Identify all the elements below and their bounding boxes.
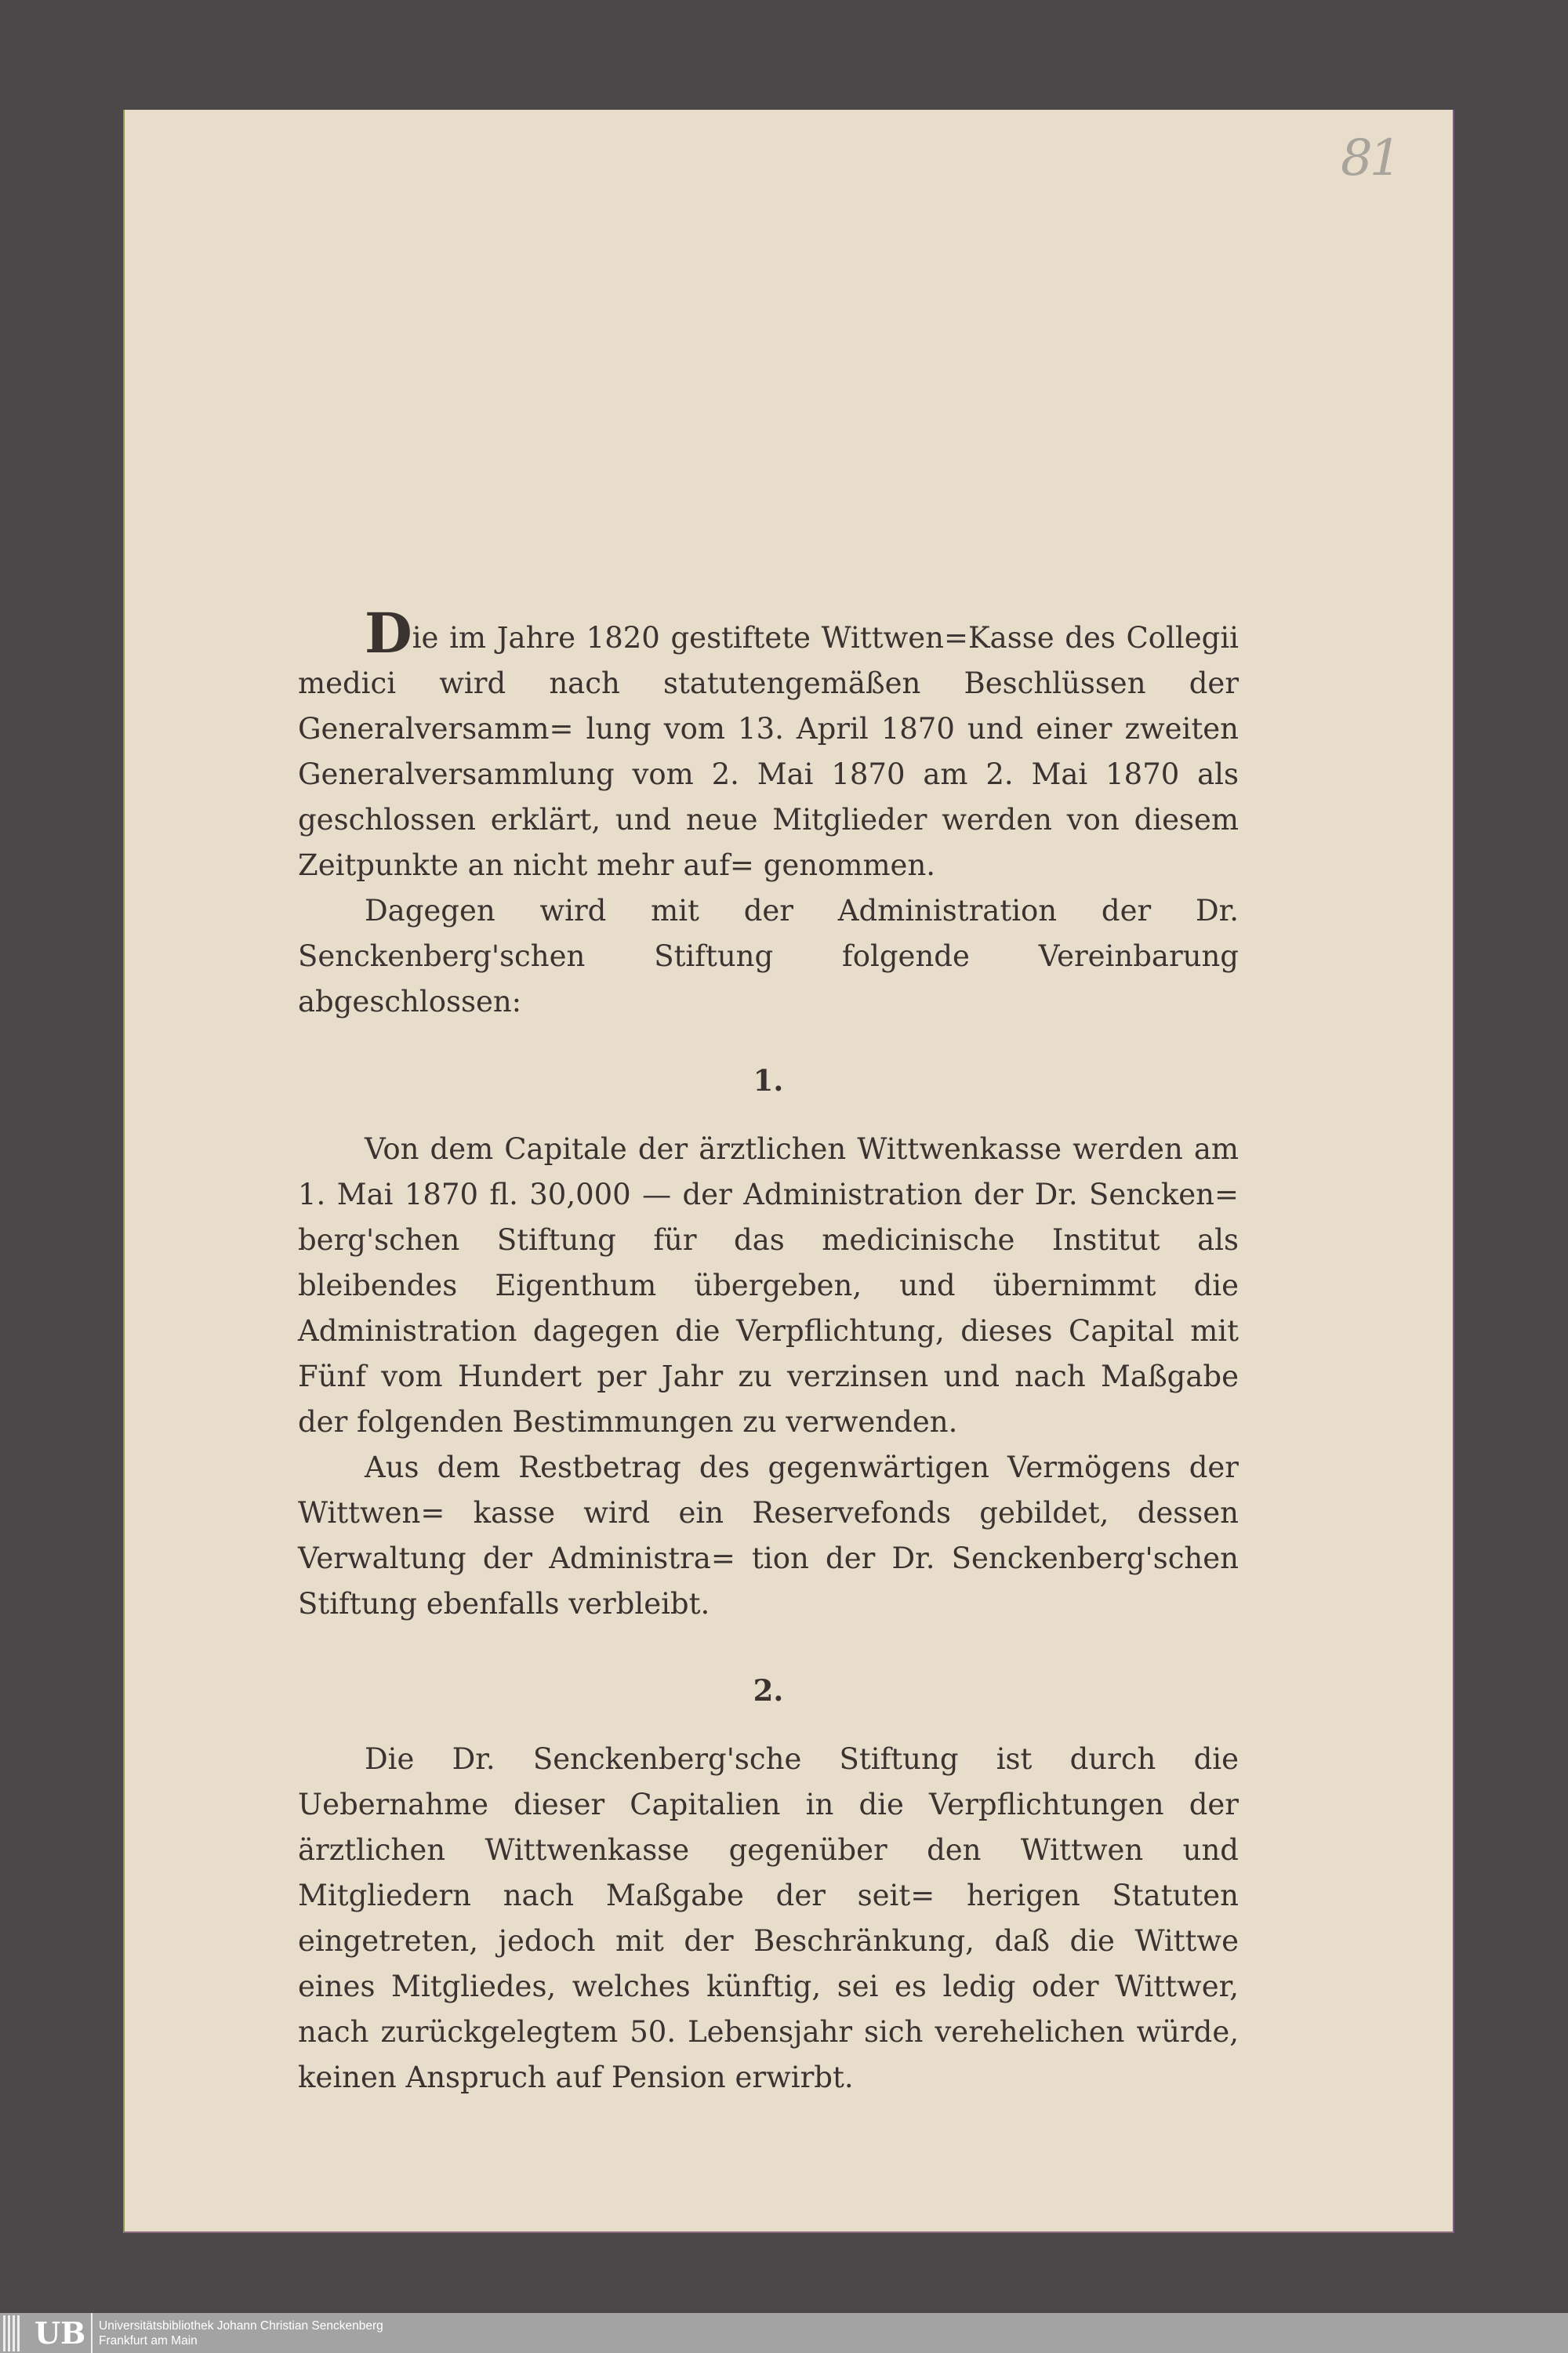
library-name-line1: Universitätsbibliothek Johann Christian Senckenberg <box>99 2319 383 2333</box>
intro-paragraph-1 <box>298 601 1239 888</box>
intro-paragraph-2: Dagegen wird mit der Administration der Dr. Senckenberg'schen Stiftung folgende Vereinbarung abgeschlossen: <box>298 894 1239 1019</box>
ub-logo <box>3 2313 93 2353</box>
intro-text: ie im Jahre 1820 gestiftete Wittwen=Kasse des Collegii medici wird nach statutengemäßen Beschlüssen der Generalversamm= lung vom 13. April 1870 und einer zweiten Generalversammlung vom 2. Mai 1870 am 2. Mai 1870 als geschlossen erklärt, und neue Mitglieder werden von diesem Zeitpunkte an nicht mehr auf= genommen. <box>298 621 1239 882</box>
folio-pencil-note: 81 <box>1341 129 1399 187</box>
section-1-paragraph-2: Aus dem Restbetrag des gegenwärtigen Vermögens der Wittwen= kasse wird ein Reservefonds gebildet, dessen Verwaltung der Administra= tion der Dr. Senckenberg'schen Stiftung ebenfalls verbleibt. <box>298 1451 1239 1621</box>
senckenberg-portrait-icon <box>3 2315 31 2351</box>
library-footer-bar <box>0 2313 1568 2353</box>
drop-cap: D <box>365 601 412 666</box>
section-number-1: 1. <box>753 1063 784 1098</box>
library-name-line2: Frankfurt am Main <box>99 2333 198 2348</box>
section-number-2: 2. <box>753 1673 784 1708</box>
section-1-paragraph-1: Von dem Capitale der ärztlichen Wittwenkasse werden am 1. Mai 1870 fl. 30,000 — der Administration der Dr. Sencken= berg'schen Stiftung für das medicinische Institut als bleibendes Eigenthum übergeben, und übernimmt die Administration dagegen die Verpflichtung, dieses Capital mit Fünf vom Hundert per Jahr zu verzinsen und nach Maßgabe der folgenden Bestimmungen zu verwenden. <box>298 1132 1239 1439</box>
ub-logo-text: UB <box>34 2315 86 2351</box>
document-body <box>298 601 1239 2101</box>
library-name <box>99 2319 383 2348</box>
section-2-paragraph-1: Die Dr. Senckenberg'sche Stiftung ist durch die Uebernahme dieser Capitalien in die Verpflichtungen der ärztlichen Wittwenkasse gegenüber den Wittwen und Mitgliedern nach Maßgabe der seit= herigen Statuten eingetreten, jedoch mit der Beschränkung, daß die Wittwe eines Mitgliedes, welches künftig, sei es ledig oder Wittwer, nach zurückgelegtem 50. Lebensjahr sich verehelichen würde, keinen Anspruch auf Pension erwirbt. <box>298 1742 1239 2094</box>
